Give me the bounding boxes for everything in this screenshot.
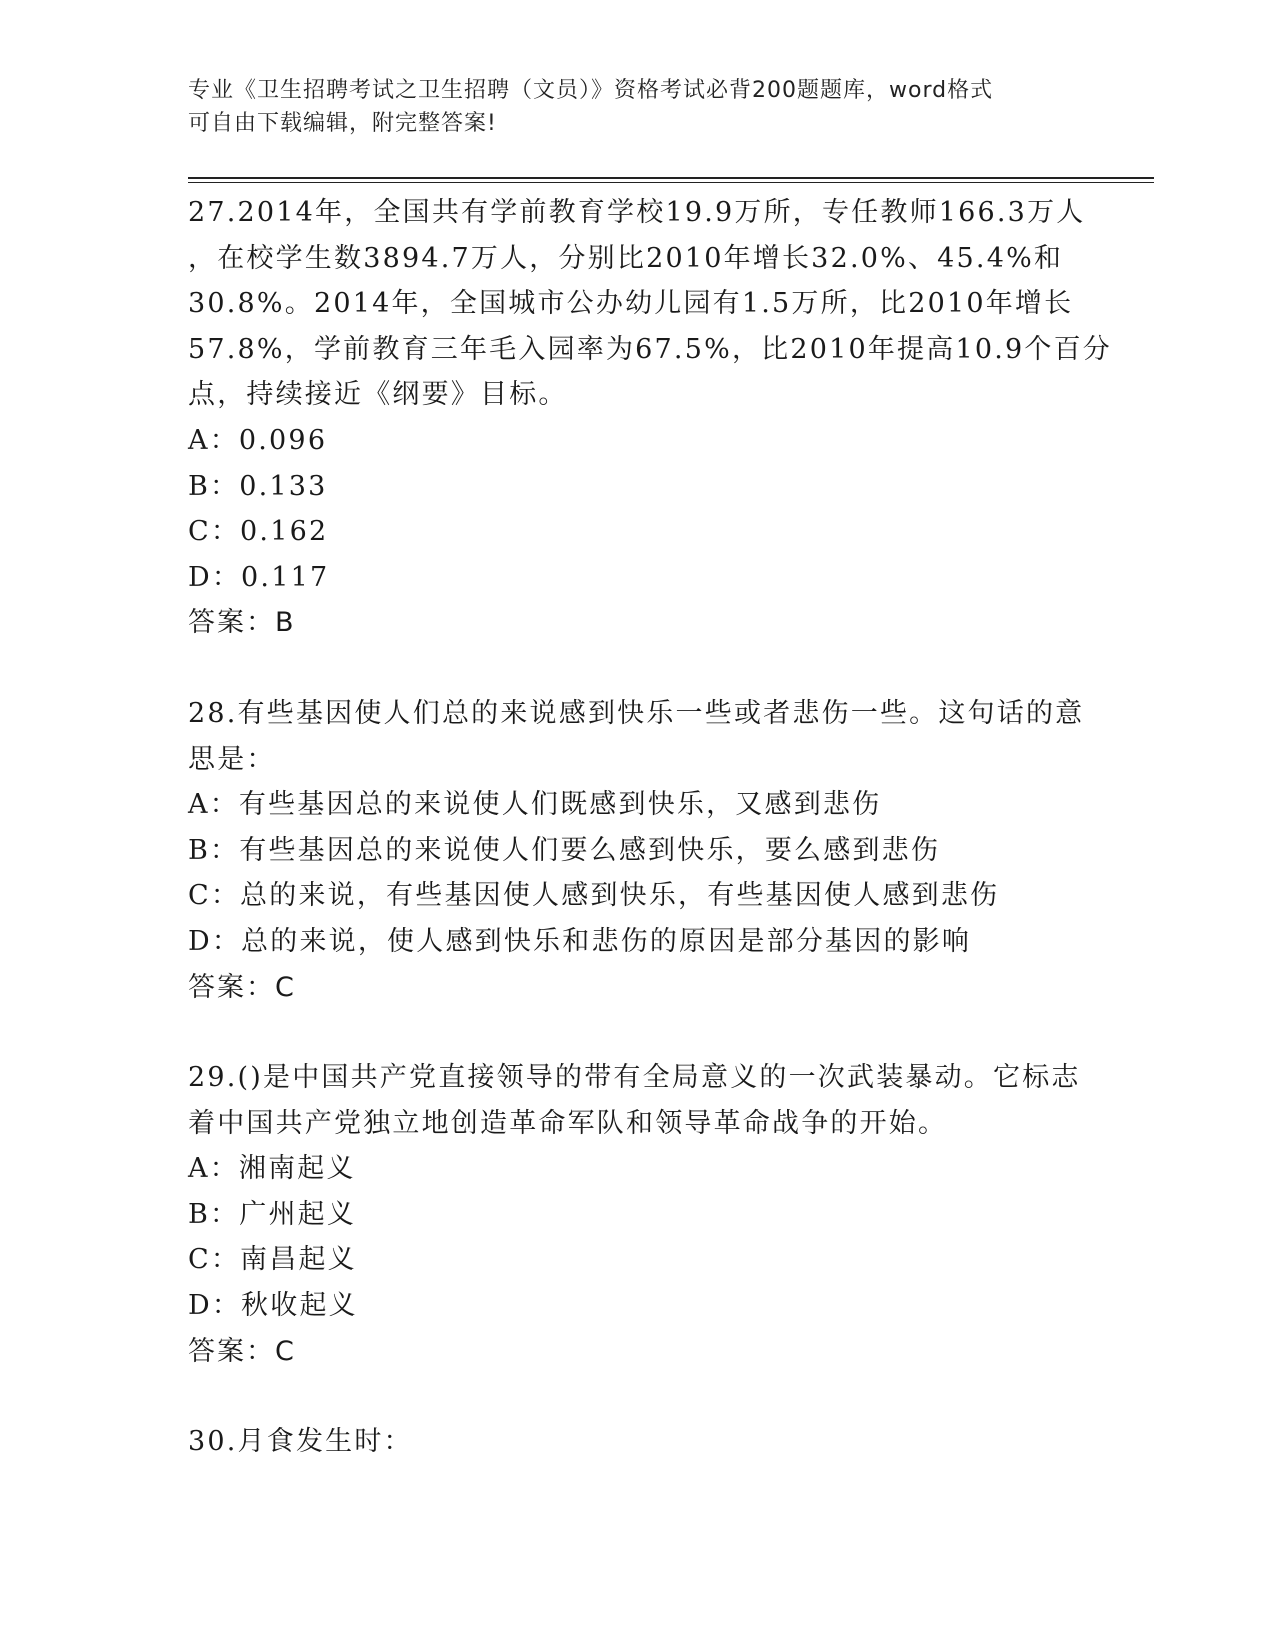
option-b: B：广州起义 <box>188 1198 357 1230</box>
answer-label: 答案：C <box>188 971 296 1003</box>
question-text <box>188 1055 1088 1146</box>
question-text-line: 着中国共产党独立地创造革命军队和领导革命战争的开始。 <box>188 1107 948 1139</box>
question-text <box>188 190 1112 418</box>
option-b: B：0.133 <box>188 470 328 502</box>
option-a: A：有些基因总的来说使人们既感到快乐，又感到悲伤 <box>188 789 882 821</box>
question-text-line: 点，持续接近《纲要》目标。 <box>188 379 568 411</box>
question-text-line: 30.月食发生时： <box>188 1426 413 1458</box>
question-28 <box>188 691 1088 1010</box>
option-d: D：总的来说，使人感到快乐和悲伤的原因是部分基因的影响 <box>188 925 972 957</box>
question-spacer <box>188 1374 1088 1419</box>
option-c: C：总的来说，有些基因使人感到快乐，有些基因使人感到悲伤 <box>188 880 1000 912</box>
question-text-line: 28.有些基因使人们总的来说感到快乐一些或者悲伤一些。这句话的意 <box>188 697 1085 729</box>
question-text-line: 57.8%，学前教育三年毛入园率为67.5%，比2010年提高10.9个百分 <box>188 333 1112 365</box>
answer-label: 答案：B <box>188 607 296 639</box>
question-text-line: ，在校学生数3894.7万人，分别比2010年增长32.0%、45.4%和 <box>188 242 1064 274</box>
answer-label: 答案：C <box>188 1335 296 1367</box>
question-text-line: 29.()是中国共产党直接领导的带有全局意义的一次武装暴动。它标志 <box>188 1062 1081 1094</box>
question-spacer <box>188 646 1088 691</box>
option-d: D：0.117 <box>188 561 330 593</box>
question-list <box>188 190 1112 1465</box>
question-29 <box>188 1055 1088 1374</box>
header-divider-thin <box>188 182 1154 183</box>
question-spacer <box>188 1010 1088 1055</box>
option-c: C：0.162 <box>188 516 329 548</box>
header-divider-thick <box>188 177 1154 179</box>
question-text-line: 27.2014年，全国共有学前教育学校19.9万所，专任教师166.3万人 <box>188 197 1086 228</box>
document-header <box>188 74 1088 140</box>
question-30 <box>188 1419 1088 1465</box>
question-text-line: 30.8%。2014年，全国城市公办幼儿园有1.5万所，比2010年增长 <box>188 288 1074 320</box>
option-b: B：有些基因总的来说使人们要么感到快乐，要么感到悲伤 <box>188 834 941 866</box>
header-line-1: 专业《卫生招聘考试之卫生招聘（文员）》资格考试必背200题题库，word格式 <box>188 78 994 103</box>
question-text-line: 思是： <box>188 743 276 775</box>
option-c: C：南昌起义 <box>188 1244 357 1276</box>
question-text <box>188 1419 1088 1465</box>
option-a: A：湘南起义 <box>188 1153 356 1185</box>
header-line-2: 可自由下载编辑，附完整答案! <box>188 111 497 136</box>
option-d: D：秋收起义 <box>188 1290 358 1322</box>
option-a: A：0.096 <box>188 424 328 456</box>
question-text <box>188 691 1088 782</box>
question-27 <box>188 190 1112 646</box>
